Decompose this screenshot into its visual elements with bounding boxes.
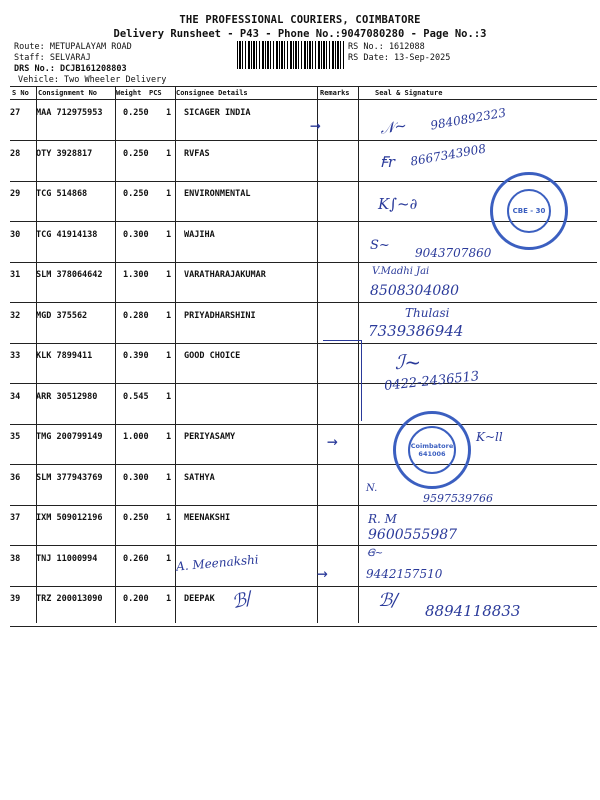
arrow-mark: → <box>317 563 328 584</box>
row-consignment: TMG 200799149 <box>36 432 103 442</box>
row-consignee: MEENAKSHI <box>184 513 231 523</box>
row-sno: 31 <box>10 270 21 280</box>
row-weight: 0.250 <box>123 148 149 159</box>
row-consignment: IXM 509012196 <box>36 513 103 523</box>
row-consignee: GOOD CHOICE <box>184 351 241 361</box>
row-sno: 30 <box>10 229 21 240</box>
row-sno: 36 <box>10 472 21 483</box>
row-pcs: 1 <box>166 148 172 159</box>
handwritten-phone: 8508304080 <box>370 283 460 299</box>
table-row <box>10 465 597 506</box>
row-pcs: 1 <box>166 472 172 483</box>
handwritten-phone: 0422-2436513 <box>383 369 480 394</box>
table-row <box>10 384 597 425</box>
table-row <box>10 100 597 141</box>
header-sno: S No <box>12 89 29 97</box>
row-weight: 0.250 <box>123 513 149 523</box>
row-pcs: 1 <box>166 189 172 199</box>
header-weight: Weight <box>116 89 142 97</box>
barcode <box>237 41 344 69</box>
row-pcs: 1 <box>166 270 172 280</box>
row-consignee: VARATHARAJAKUMAR <box>184 270 266 280</box>
row-sno: 33 <box>10 351 21 361</box>
row-consignee: SICAGER INDIA <box>184 108 251 118</box>
handwritten-name: Thulasi <box>405 306 450 320</box>
row-consignee: PERIYASAMY <box>184 432 236 442</box>
row-weight: 0.390 <box>123 351 149 361</box>
row-consignment: TCG 41914138 <box>36 229 98 240</box>
row-consignee: RVFAS <box>184 148 210 159</box>
route-label: Route: METUPALAYAM ROAD <box>14 42 132 52</box>
row-sno: 32 <box>10 310 21 321</box>
handwritten-phone: 9600555987 <box>368 527 458 543</box>
row-consignment: TNJ 11000994 <box>36 553 98 564</box>
handwritten-name: A. Meenakshi <box>175 552 260 574</box>
row-weight: 1.300 <box>123 270 149 280</box>
staff-label: Staff: SELVARAJ <box>14 53 91 63</box>
row-divider <box>10 626 597 627</box>
handwritten-phone: 9442157510 <box>366 567 443 581</box>
row-pcs: 1 <box>166 391 172 402</box>
row-consignment: MGD 375562 <box>36 310 88 321</box>
signature: ℬ∕ <box>229 587 255 614</box>
stamp-city: Coimbatore <box>410 442 454 450</box>
arrow-mark: → <box>310 115 321 136</box>
row-consignment: KLK 7899411 <box>36 351 93 361</box>
row-sno: 38 <box>10 553 21 564</box>
signature: ℐ~ <box>395 350 422 374</box>
company-title: THE PROFESSIONAL COURIERS, COIMBATORE <box>179 14 421 26</box>
row-consignment: ARR 30512980 <box>36 391 98 402</box>
row-consignee: PRIYADHARSHINI <box>184 310 256 321</box>
header-pcs: PCS <box>149 89 162 97</box>
table-row <box>10 424 597 465</box>
row-weight: 0.200 <box>123 594 149 604</box>
drs-label: DRS No.: DCJB161208803 <box>14 64 127 74</box>
row-weight: 0.260 <box>123 553 149 564</box>
row-pcs: 1 <box>166 594 172 604</box>
row-pcs: 1 <box>166 553 172 564</box>
handwritten-name: V.Madhi Jai <box>372 266 430 277</box>
header-remarks: Remarks <box>320 89 350 97</box>
row-pcs: 1 <box>166 432 172 442</box>
row-consignee: DEEPAK <box>184 594 215 604</box>
stamp-code: 641006 <box>418 450 446 458</box>
table-row <box>10 303 597 344</box>
row-pcs: 1 <box>166 310 172 321</box>
header-consignee: Consignee Details <box>176 89 248 97</box>
motor-company-stamp <box>393 411 471 489</box>
bracket-mark <box>323 340 362 421</box>
row-consignment: MAA 712975953 <box>36 108 103 118</box>
row-weight: 0.300 <box>123 472 149 483</box>
signature: 𝒩~ <box>378 116 409 138</box>
row-consignment: OTY 3928817 <box>36 148 93 159</box>
handwritten-name: R. M <box>368 512 397 526</box>
handwritten-phone: 8894118833 <box>425 602 521 620</box>
row-weight: 0.300 <box>123 229 149 240</box>
row-consignee: ENVIRONMENTAL <box>184 189 251 199</box>
rs-date: RS Date: 13-Sep-2025 <box>348 53 451 63</box>
signature: N. <box>366 483 378 494</box>
rs-number: RS No.: 1612088 <box>348 42 425 52</box>
table-row <box>10 343 597 384</box>
row-consignment: TRZ 200013090 <box>36 594 103 604</box>
signature: S~ <box>370 238 390 253</box>
row-sno: 28 <box>10 148 21 159</box>
row-sno: 39 <box>10 594 21 604</box>
row-weight: 0.280 <box>123 310 149 321</box>
row-sno: 35 <box>10 432 21 442</box>
row-weight: 0.545 <box>123 391 149 402</box>
signature: Ꞙr <box>380 153 395 171</box>
row-consignee: SATHYA <box>184 472 215 483</box>
header-consignment: Consignment No <box>38 89 98 97</box>
row-pcs: 1 <box>166 108 172 118</box>
table-top-line <box>10 86 597 87</box>
vehicle-label: Vehicle: Two Wheeler Delivery <box>18 75 167 85</box>
table-row <box>10 262 597 303</box>
row-consignment: SLM 378064642 <box>36 270 103 280</box>
table-row <box>10 141 597 182</box>
row-consignment: TCG 514868 <box>36 189 88 199</box>
row-weight: 0.250 <box>123 108 149 118</box>
row-pcs: 1 <box>166 229 172 240</box>
runsheet-title: Delivery Runsheet - P43 - Phone No.:9047080280 - Page No.:3 <box>113 28 487 40</box>
row-pcs: 1 <box>166 351 172 361</box>
handwritten-phone: 7339386944 <box>368 322 464 340</box>
environmental-stamp <box>490 172 568 250</box>
header-seal: Seal & Signature <box>375 89 443 97</box>
row-sno: 37 <box>10 513 21 523</box>
signature: K∫~∂ <box>378 195 418 213</box>
signature: K~ll <box>476 430 503 444</box>
handwritten-phone: 9597539766 <box>423 492 493 505</box>
row-weight: 0.250 <box>123 189 149 199</box>
row-pcs: 1 <box>166 513 172 523</box>
handwritten-phone: 9043707860 <box>415 246 492 260</box>
row-weight: 1.000 <box>123 432 149 442</box>
signature: ℬ∕ <box>378 590 399 611</box>
stamp-center: CBE - 30 <box>507 189 551 233</box>
handwritten-phone: 8667343908 <box>409 141 487 169</box>
row-sno: 34 <box>10 391 21 402</box>
table-row <box>10 546 597 587</box>
table-row <box>10 505 597 546</box>
arrow-mark: → <box>327 431 338 452</box>
row-sno: 29 <box>10 189 21 199</box>
signature: Ꞡ~ <box>367 548 384 559</box>
row-consignee: WAJIHA <box>184 229 215 240</box>
handwritten-phone: 9840892323 <box>429 105 507 133</box>
row-sno: 27 <box>10 108 21 118</box>
row-consignment: SLM 377943769 <box>36 472 103 483</box>
